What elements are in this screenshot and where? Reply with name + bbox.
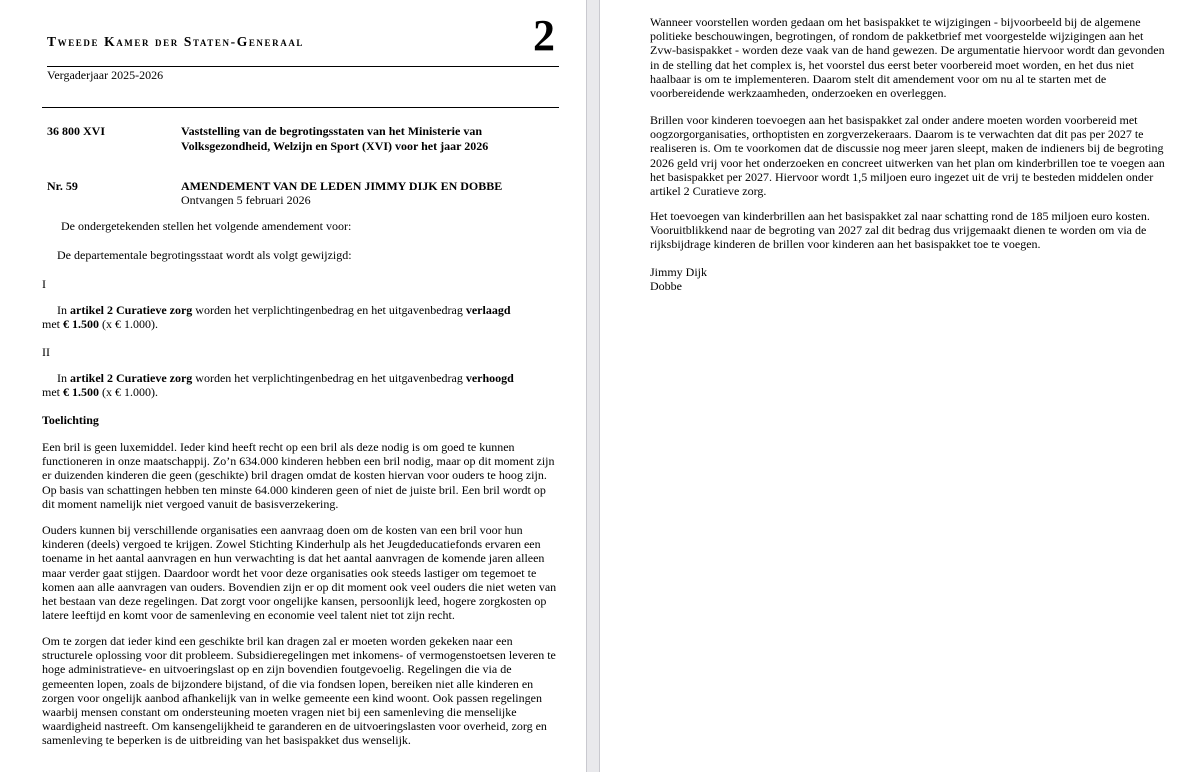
document-nr: Nr. 59 — [47, 179, 78, 193]
signature-1: Jimmy Dijk — [650, 265, 708, 279]
toelichting-paragraph-1: Een bril is geen luxemiddel. Ieder kind heeft recht op een bril als deze nodig is om goed te kunnen functioneren in onze maatschappij. Zo’n 634.000 kinderen hebben een bril nodig, maar op dit moment zijn er duizenden kinderen die geen (geschikte) bril dragen omdat de kosten hiervan voor ouders te hoog zijn. Op basis van schattingen hebben ten minste 64.000 kinderen geen of niet de juiste bril. Een bril wordt op dit moment namelijk niet vergoed vanuit de basisverzekering. — [42, 440, 555, 511]
page-divider — [586, 0, 600, 772]
toelichting-paragraph-5: Brillen voor kinderen toevoegen aan het basispakket zal onder andere moeten worden voorbereid met oogzorgorganisaties, orthoptisten en zorgverzekeraars. Daarom is te verwachten dat dit pas per 2027 te realiseren is. Om te voorkomen dat de discussie nog meer jaren sleept, maken de indieners bij de begroting 2026 geld vrij voor het onderzoeken en concreet uitwerken van het plan om kinderbrillen toe te voegen aan het basispakket per 2027. Hiervoor wordt 1,5 miljoen euro ingezet uit de vrij te besteden middelen onder artikel 2 Curatieve zorg. — [650, 113, 1165, 199]
document-page-left — [0, 0, 586, 772]
header-rule-lower — [42, 107, 559, 108]
page-number: 2 — [533, 11, 555, 60]
chamber-title: Tweede Kamer der Staten-Generaal — [47, 34, 305, 49]
header-rule — [47, 66, 559, 67]
received-date: Ontvangen 5 februari 2026 — [181, 193, 311, 207]
toelichting-paragraph-2: Ouders kunnen bij verschillende organisaties een aanvraag doen om de kosten van een bril voor hun kinderen (deels) vergoed te krijgen. Zowel Stichting Kinderhulp als het Jeugdeducatiefonds ervaren een toename in het aantal aanvragen en hun verwachting is dat het aantal aanvragen de komende jaren alleen maar verder gaat stijgen. Daardoor wordt het voor deze organisaties ook steeds lastiger om tegemoet te komen aan alle aanvragen van ouders. Bovendien zijn er op dit moment ook veel ouders die niet weten van het bestaan van deze regelingen. Dat zorgt voor ongelijke kansen, persoonlijk leed, hogere zorgkosten op latere leeftijd en komt voor de samenleving en economie veel talent niet tot zijn recht. — [42, 523, 557, 623]
session-year: Vergaderjaar 2025-2026 — [47, 68, 164, 82]
toelichting-heading: Toelichting — [42, 413, 99, 427]
intro-line-1: De ondergetekenden stellen het volgende amendement voor: — [61, 219, 352, 233]
section-ii-text: In artikel 2 Curatieve zorg worden het verplichtingenbedrag en het uitgavenbedrag verhoogd met € 1.500 (x € 1.000). — [42, 371, 514, 400]
document-page-right — [601, 0, 1186, 772]
toelichting-paragraph-3: Om te zorgen dat ieder kind een geschikte bril kan dragen zal er moeten worden gekeken naar een structurele oplossing voor dit probleem. Subsidieregelingen met inkomens- of vermogenstoetsen leveren te hoge administratieve- en uitvoeringslast op en zijn bovendien foutgevoelig. Regelingen die via de gemeenten lopen, zoals de bijzondere bijstand, of die via fondsen lopen, bereiken niet alle kinderen en zorgen voor ongelijk aanbod afhankelijk van in welke gemeente een kind woont. Ook passen regelingen waarbij mensen constant om ondersteuning moeten vragen niet bij een samenleving die menselijke waardigheid nastreeft. Om kansengelijkheid te garanderen en de uitvoeringslasten voor overheid, zorg en samenleving te beperken is de uitbreiding van het basispakket dus wenselijk. — [42, 634, 556, 748]
document-title: Vaststelling van de begrotingsstaten van het Ministerie van Volksgezondheid, Welzijn en Sport (XVI) voor het jaar 2026 — [181, 124, 489, 153]
toelichting-paragraph-4: Wanneer voorstellen worden gedaan om het basispakket te wijzigingen - bijvoorbeeld bij de algemene politieke beschouwingen, begrotingen, of rondom de pakketbrief met voorgestelde wijzigingen aan het Zvw-basispakket - worden deze vaak van de hand gewezen. De argumentatie hiervoor wordt dan gevonden in de stelling dat het complex is, het voorstel dus eerst beter voorbereid moet worden, en het dus niet haalbaar is om te implementeren. Daarom stelt dit amendement voor om nu al te starten met de voorbereidende werkzaamheden, onderzoeken en overleggen. — [650, 15, 1165, 101]
amendment-title: AMENDEMENT VAN DE LEDEN JIMMY DIJK EN DOBBE — [181, 179, 503, 193]
toelichting-paragraph-6: Het toevoegen van kinderbrillen aan het basispakket zal naar schatting rond de 185 miljoen euro kosten. Vooruitblikkend naar de begroting van 2027 zal dit bedrag dus vrijgemaakt dienen te worden om via de rijksbijdrage kinderen de brillen voor kinderen aan het basispakket toe te voegen. — [650, 209, 1150, 252]
document-id: 36 800 XVI — [47, 124, 106, 138]
signature-2: Dobbe — [650, 279, 682, 293]
section-i-numeral: I — [42, 277, 46, 291]
section-i-text: In artikel 2 Curatieve zorg worden het verplichtingenbedrag en het uitgavenbedrag verlaagd met € 1.500 (x € 1.000). — [42, 303, 511, 332]
section-ii-numeral: II — [42, 345, 50, 359]
intro-line-2: De departementale begrotingsstaat wordt als volgt gewijzigd: — [57, 248, 352, 262]
